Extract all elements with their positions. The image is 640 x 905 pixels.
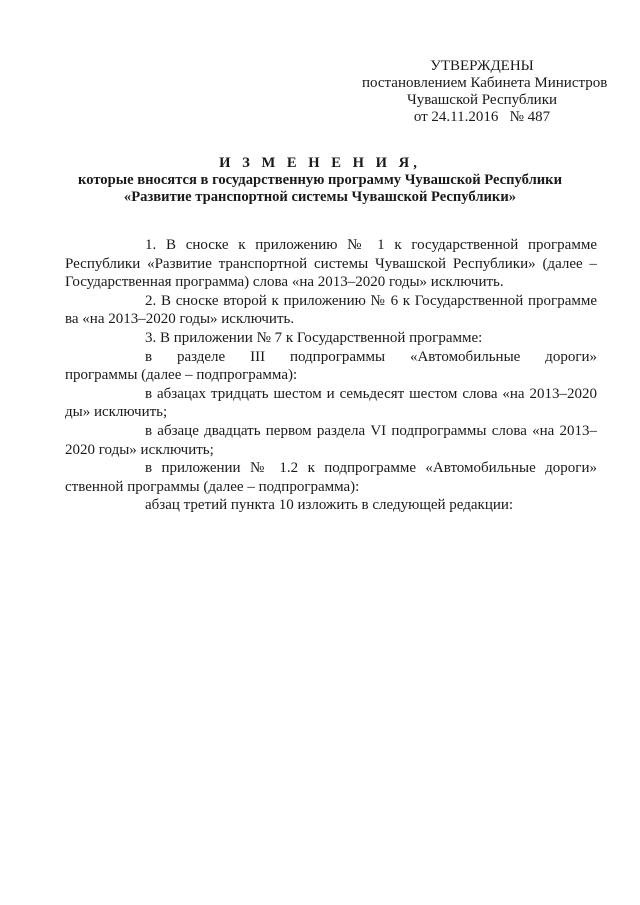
body-line: абзац третий пункта 10 изложить в следующей редакции:	[145, 497, 514, 514]
document-body	[65, 236, 597, 515]
approval-stamp	[362, 58, 608, 126]
body-line: в абзацах тридцать шестом и семьдесят шестом слова «на 2013–2020	[145, 385, 597, 402]
document-heading	[60, 155, 580, 206]
body-line: ды» исключить;	[65, 404, 168, 421]
approval-republic: Чувашской Республики	[406, 92, 558, 108]
approval-title: УТВЕРЖДЕНЫ	[430, 58, 534, 74]
document-subtitle-line1: которые вносятся в государственную программу Чувашской Республики	[78, 172, 562, 188]
document-title: И З М Е Н Е Н И Я,	[219, 155, 421, 171]
approval-authority: постановлением Кабинета Министров	[362, 75, 608, 91]
body-line: Республики «Развитие транспортной системы Чувашской Республики» (далее –	[65, 255, 597, 272]
document-subtitle-line2: «Развитие транспортной системы Чувашской Республики»	[123, 189, 517, 205]
body-line: 2020 годы» исключить;	[65, 441, 214, 458]
body-line: Государственная программа) слова «на 2013–2020 годы» исключить.	[65, 274, 504, 291]
body-line: 3. В приложении № 7 к Государственной программе:	[145, 329, 483, 346]
body-line: 2. В сноске второй к приложению № 6 к Государственной программе	[145, 292, 597, 309]
body-line: ственной программы (далее – подпрограмма):	[65, 478, 360, 495]
body-line: 1. В сноске к приложению № 1 к государственной программе	[145, 237, 597, 253]
body-line: в абзаце двадцать первом раздела VI подпрограммы слова «на 2013–	[145, 422, 597, 439]
body-line: в разделе III подпрограммы «Автомобильные дороги»	[145, 348, 597, 365]
approval-date-number: от 24.11.2016 № 487	[413, 109, 551, 125]
body-line: программы (далее – подпрограмма):	[65, 367, 298, 384]
body-line: ва «на 2013–2020 годы» исключить.	[65, 311, 295, 328]
body-line: в приложении № 1.2 к подпрограмме «Автомобильные дороги»	[145, 460, 597, 477]
